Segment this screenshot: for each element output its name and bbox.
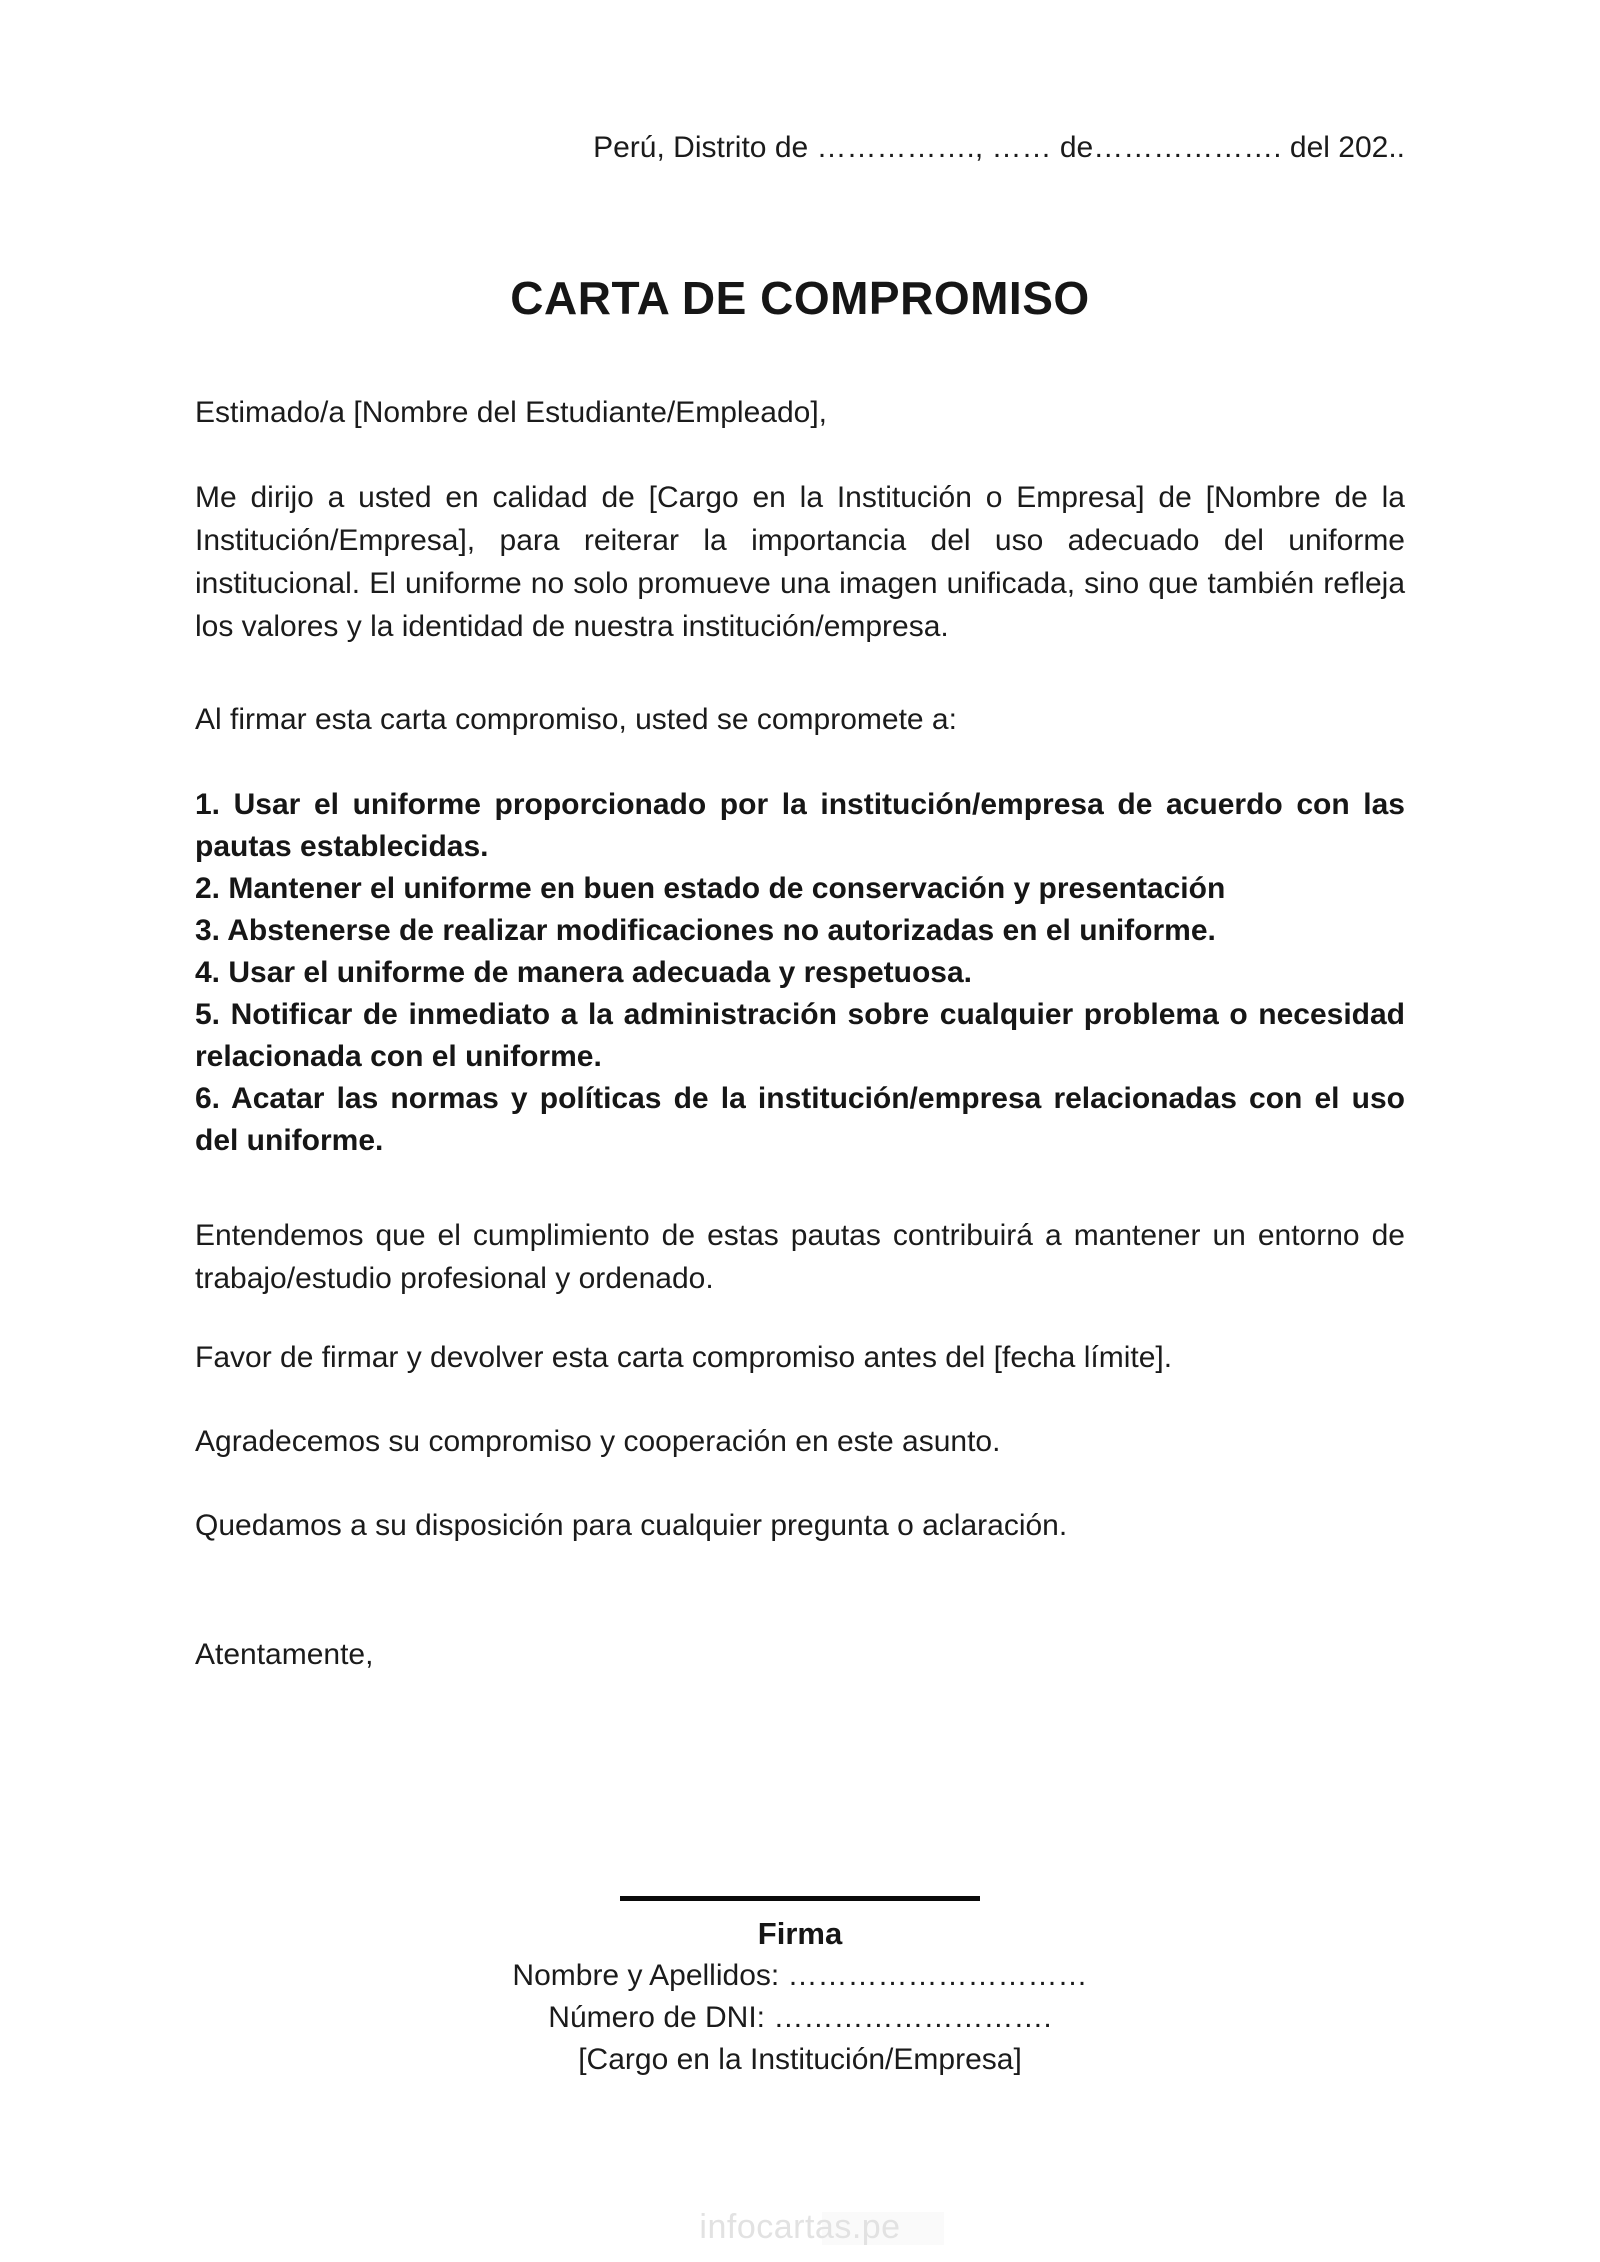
letter-content [195, 0, 1405, 2081]
signature-role-line: [Cargo en la Institución/Empresa] [578, 2043, 1022, 2076]
commitment-item-6: 6. Acatar las normas y políticas de la institución/empresa relacionadas con el uso del uniforme. [195, 1082, 1405, 1157]
signature-block [195, 1896, 1405, 2081]
signature-dni-line: Número de DNI: ………………………. [548, 2001, 1052, 2034]
commitment-list [195, 784, 1405, 1162]
commitment-item-4: 4. Usar el uniforme de manera adecuada y respetuosa. [195, 956, 972, 989]
date-line: Perú, Distrito de ……………., …… de………………. del 202.. [593, 131, 1405, 164]
commitment-lead: Al firmar esta carta compromiso, usted se compromete a: [195, 703, 957, 736]
commitment-item-3: 3. Abstenerse de realizar modificaciones no autorizadas en el uniforme. [195, 914, 1216, 947]
closing-paragraph-2: Favor de firmar y devolver esta carta compromiso antes del [fecha límite]. [195, 1341, 1173, 1374]
intro-paragraph: Me dirijo a usted en calidad de [Cargo en la Institución o Empresa] de [Nombre de la Institución/Empresa], para reiterar la importancia del uso adecuado del uniforme institucional. El uniforme no solo promueve una imagen unificada, sino que también refleja los valores y la identidad de nuestra institución/empresa. [195, 481, 1405, 643]
commitment-item-5: 5. Notificar de inmediato a la administración sobre cualquier problema o necesidad relacionada con el uniforme. [195, 998, 1405, 1073]
closing-paragraph-4: Quedamos a su disposición para cualquier pregunta o aclaración. [195, 1509, 1068, 1542]
signature-line [620, 1896, 980, 1901]
commitment-item-2: 2. Mantener el uniforme en buen estado de conservación y presentación [195, 872, 1226, 905]
signature-label: Firma [757, 1916, 843, 1951]
closing-paragraph-3: Agradecemos su compromiso y cooperación en este asunto. [195, 1425, 1001, 1458]
page-title: CARTA DE COMPROMISO [510, 272, 1090, 324]
signature-name-line: Nombre y Apellidos: ………………………… [512, 1959, 1088, 1992]
valediction: Atentamente, [195, 1638, 374, 1671]
watermark: infocartas.pe [699, 2208, 901, 2246]
commitment-item-1: 1. Usar el uniforme proporcionado por la institución/empresa de acuerdo con las pautas establecidas. [195, 788, 1405, 863]
salutation: Estimado/a [Nombre del Estudiante/Empleado], [195, 396, 828, 429]
closing-paragraph-1: Entendemos que el cumplimiento de estas pautas contribuirá a mantener un entorno de trabajo/estudio profesional y ordenado. [195, 1219, 1405, 1295]
